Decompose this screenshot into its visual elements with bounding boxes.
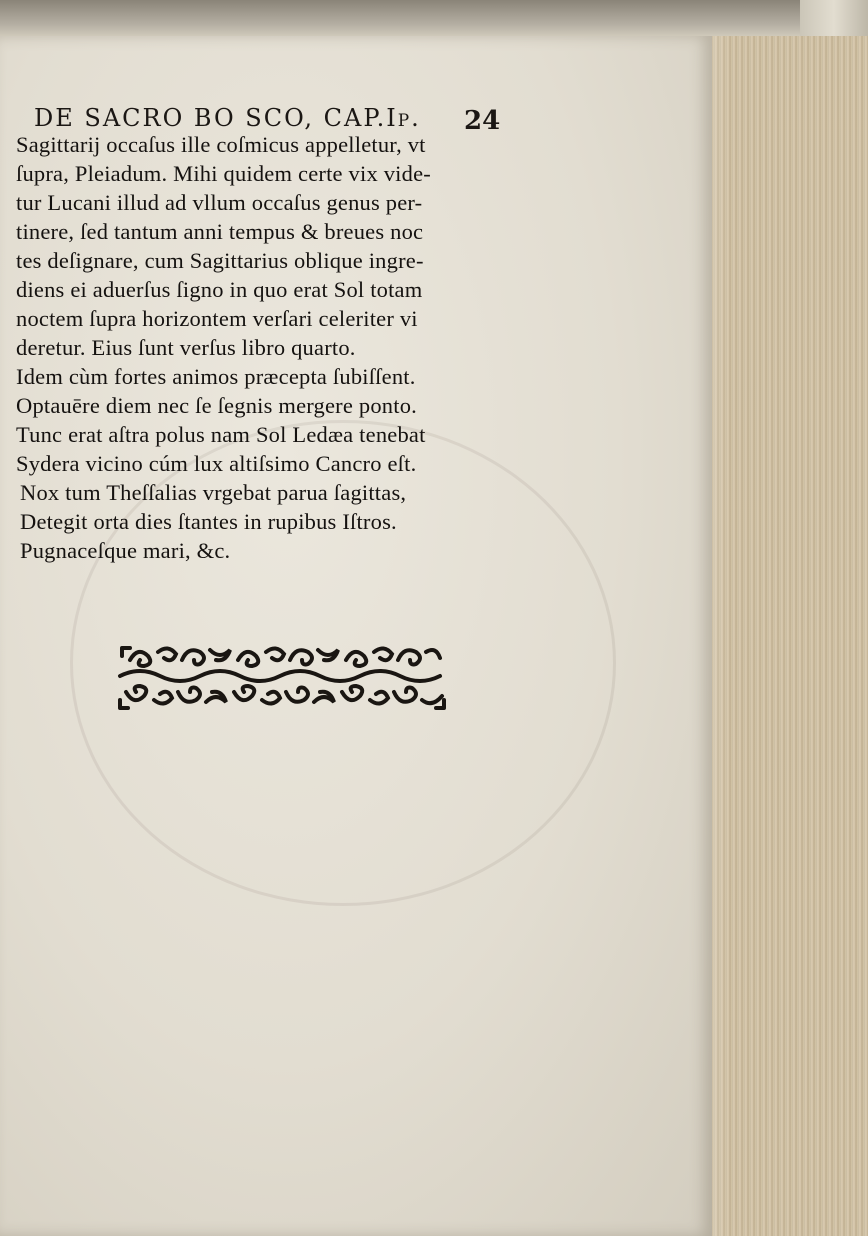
page-number: 24: [464, 106, 501, 136]
text-line: deretur. Eius ſunt verſus libro quarto.: [16, 335, 356, 360]
text-line: Sagittarij occaſus ille coſmicus appelletur, vt: [16, 132, 426, 157]
text-line: noctem ſupra horizontem verſari celeriter vi: [16, 306, 418, 331]
text-line: tinere, ſed tantum anni tempus & breues noc: [16, 219, 424, 244]
verse-line: Pugnaceſque mari, &c.: [20, 538, 231, 563]
text-line: tes deſignare, cum Sagittarius oblique ingre-: [16, 248, 424, 273]
verse-line: Optauēre diem nec ſe ſegnis mergere ponto.: [16, 393, 417, 418]
verse-line: Tunc erat aſtra polus nam Sol Ledæa tenebat: [16, 422, 426, 447]
running-head: DE SACRO BO SCO, CAP.Ip.: [34, 104, 421, 132]
verse-line: Detegit orta dies ſtantes in rupibus Iſtros.: [20, 509, 397, 534]
verse-line: Sydera vicino cúm lux altiſsimo Cancro eſt.: [16, 451, 417, 476]
verse-line: Idem cùm fortes animos præcepta ſubiſſent.: [16, 364, 416, 389]
text-line: tur Lucani illud ad vllum occaſus genus per-: [16, 190, 423, 215]
printer-ornament-icon: [116, 638, 450, 714]
page-text: [16, 130, 516, 565]
text-line: ſupra, Pleiadum. Mihi quidem certe vix vide-: [16, 161, 431, 186]
verse-line: Nox tum Theſſalias vrgebat parua ſagittas,: [20, 480, 407, 505]
text-line: diens ei aduerſus ſigno in quo erat Sol totam: [16, 277, 423, 302]
book-top-edge: [0, 0, 868, 40]
